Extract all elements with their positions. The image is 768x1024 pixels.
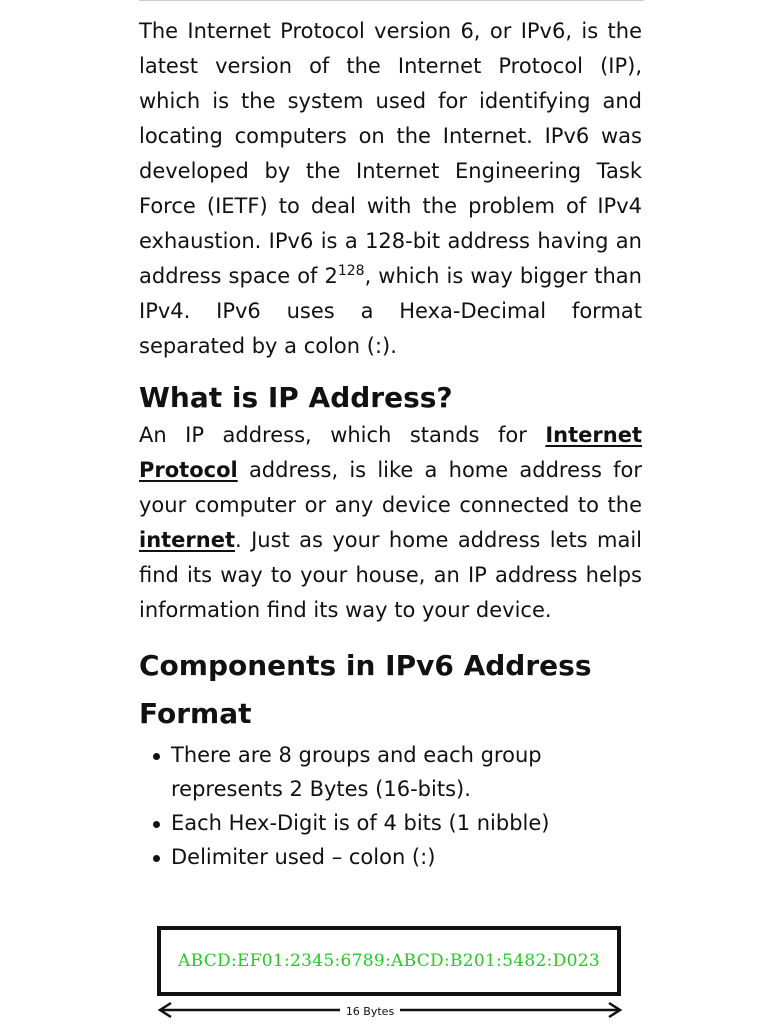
list-item: Delimiter used – colon (:) (139, 840, 642, 874)
internet-link[interactable]: internet (139, 528, 236, 552)
internet-protocol-link[interactable]: Internet Protocol (139, 423, 642, 482)
address-box (157, 926, 621, 996)
top-divider (139, 0, 644, 1)
exponent: 128 (337, 263, 365, 279)
intro-text: The Internet Protocol version 6, or IPv6, is the latest version of the Internet Protocol (IP), which is the system used for identifying and locating computers on the Internet. IPv6 was developed by the Internet Engineering Task Force (IETF) to deal with the problem of IPv4 exhaustion. IPv6 is a 128-bit address having an address space of 2 (139, 19, 642, 288)
list-item: There are 8 groups and each group represents 2 Bytes (16-bits). (139, 738, 642, 806)
intro-paragraph (139, 14, 642, 364)
components-list (139, 738, 642, 874)
list-item: Each Hex-Digit is of 4 bits (1 nibble) (139, 806, 642, 840)
ipv6-address-diagram (155, 924, 625, 1024)
intro-text-tail: , which is way bigger than IPv4. IPv6 uses a Hexa-Decimal format separated by a colon (:). (139, 264, 642, 358)
span-label: 16 Bytes (340, 1005, 400, 1018)
section-heading-components: Components in IPv6 Address Format (139, 649, 592, 730)
ip-address-paragraph (139, 418, 642, 628)
ipv6-address-text: ABCD:EF01:2345:6789:ABCD:B201:5482:D023 (178, 951, 600, 971)
ip-text-3: . Just as your home address lets mail find its way to your house, an IP address helps information find its way to your device. (139, 528, 642, 622)
ip-text-2: address, is like a home address for your computer or any device connected to the (139, 458, 642, 517)
section-heading-ip-address: What is IP Address? (139, 381, 453, 414)
ip-text-1: An IP address, which stands for (139, 423, 546, 447)
article-body (139, 14, 642, 874)
